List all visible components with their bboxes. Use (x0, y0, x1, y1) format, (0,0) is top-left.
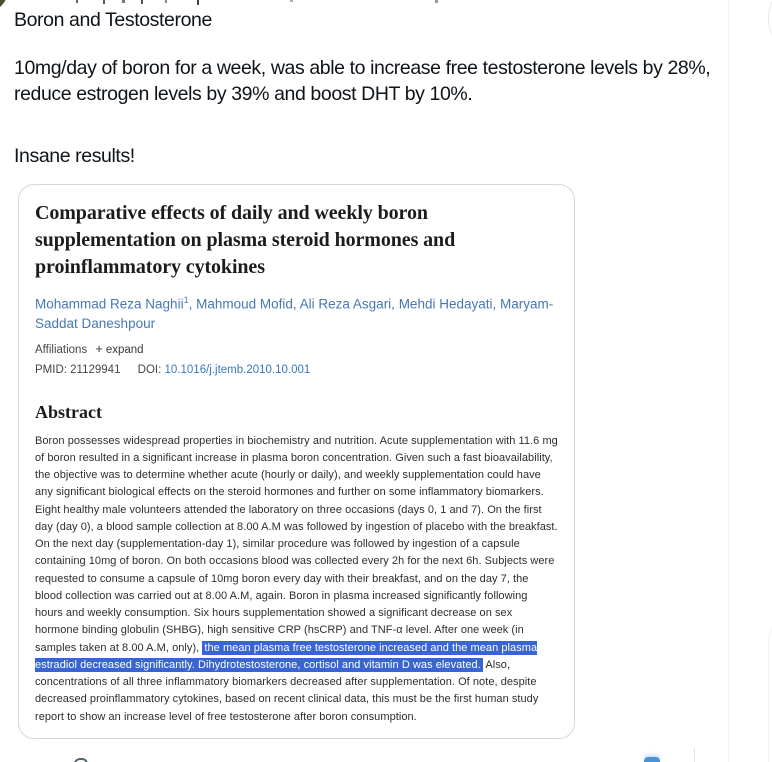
avatar[interactable] (0, 0, 8, 12)
action-bar-divider (694, 748, 695, 762)
tweet-title: Boron and Testosterone (14, 9, 212, 31)
abstract-text-after: Also, concentrations of all three inflammatory biomarkers decreased after supplementation. Of note, despite decreased proinflammatory cytokines, based on recent clinical data, this must be the first human study report to show an increase level of free testosterone after boron consumption. (35, 658, 539, 723)
author-link-lead[interactable]: Mohammad Reza Naghii (35, 296, 184, 312)
abstract-heading: Abstract (35, 401, 102, 422)
pmid-value: 21129941 (70, 363, 121, 376)
bookmark-icon-fragment[interactable] (644, 757, 660, 762)
doi-link[interactable]: 10.1016/j.jtemb.2010.10.001 (164, 363, 311, 376)
plus-icon: + (95, 340, 103, 356)
abstract-text-before: Boron possesses widespread properties in biochemistry and nutrition. Acute supplementation with 11.6 mg of boron resulted in a significant increase in plasma boron concentration. Given such a fast bioavailability, the objective was to determine whether acute (hourly or daily), and weekly supplementation could have any significant biological effects on the steroid hormones and further on some inflammatory biomarkers. Eight healthy male volunteers attended the laboratory on three occasions (days 0, 1 and 7). On the first day (day 0), a blood sample collection at 8.00 A.M was followed by ingestion of placebo with the breakfast. On the next day (supplementation-day 1), similar procedure was followed by ingestion of a capsule containing 10mg of boron. On both occasions blood was collected every 2h for the next 6h. Subjects were requested to consume a capsule of 10mg boron every day with their breakfast, and on the day 7, the blood collection was carried out at 8.00 A.M, again. Boron in plasma increased significantly following hours and weekly consumption. Six hours supplementation showed a significant decrease on sex hormone binding globulin (SHBG), high sensitive CRP (hsCRP) and TNF-α level. After one week (in samples taken at 8.00 A.M, only), (35, 434, 558, 654)
affiliations-row (35, 340, 558, 359)
expand-button[interactable]: expand (105, 343, 144, 356)
author-links-rest[interactable]: , Mahmoud Mofid, Ali Reza Asgari, Mehdi Hedayati, Maryam-Saddat Daneshpour (35, 296, 554, 331)
affiliations-label: Affiliations (35, 343, 88, 356)
doi-label: DOI: (137, 363, 162, 376)
author-list (35, 291, 558, 333)
tweet-body: 10mg/day of boron for a week, was able to increase free testosterone levels by 28%, reduce estrogen levels by 39% and boost DHT by 10%. (14, 57, 711, 105)
sidebar-card-fragment (768, 622, 772, 762)
pubmed-card[interactable] (18, 184, 575, 739)
article-title: Comparative effects of daily and weekly boron supplementation on plasma steroid hormones and proinflammatory cytokines (35, 202, 456, 278)
abstract-highlighted-text: the mean plasma free testosterone increased and the mean plasma estradiol decreased significantly. Dihydrotestosterone, cortisol and vitamin D was elevated. (35, 641, 538, 671)
reply-icon-fragment[interactable] (74, 758, 88, 762)
affiliation-superscript[interactable]: 1 (183, 295, 189, 305)
abstract-paragraph (35, 433, 558, 726)
search-pill-fragment[interactable] (768, 0, 772, 50)
pmid-label: PMID: (35, 363, 67, 376)
identifiers-row (35, 362, 558, 379)
tweet-exclamation: Insane results! (14, 145, 135, 167)
